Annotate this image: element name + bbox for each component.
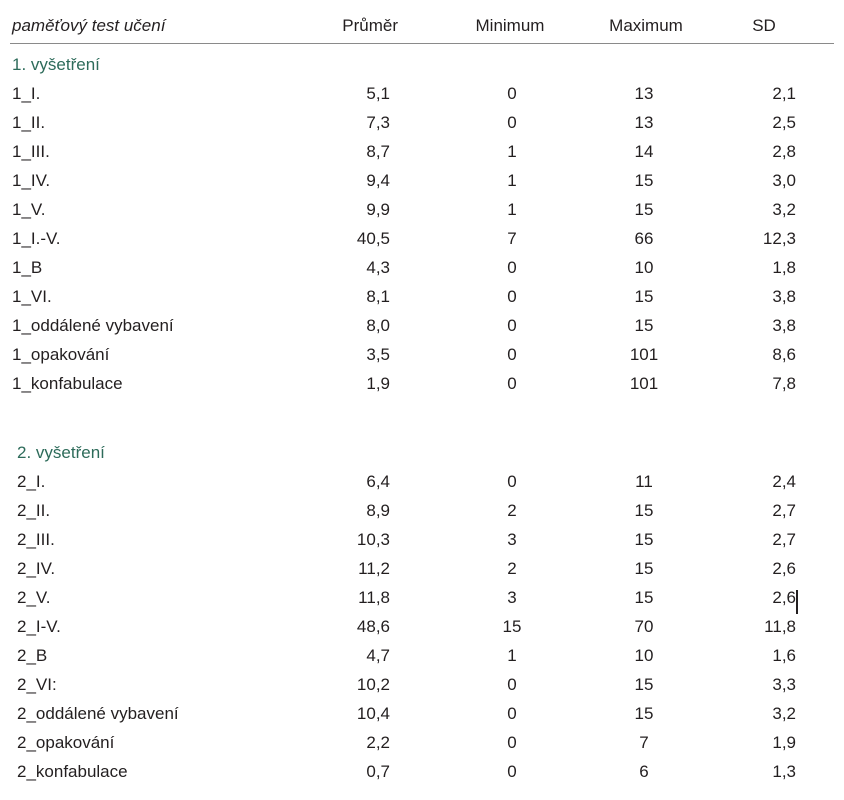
- cell-max: 15: [634, 704, 654, 723]
- cell-mean: 1,9: [366, 374, 390, 393]
- row-label: 2_I-V.: [17, 617, 61, 636]
- cell-max: 15: [634, 675, 654, 694]
- cell-sd: 2,6: [772, 559, 796, 578]
- cell-mean: 11,8: [358, 588, 390, 607]
- cell-mean: 8,0: [366, 316, 390, 335]
- cell-sd: 2,7: [772, 501, 796, 520]
- cell-mean: 48,6: [356, 617, 390, 636]
- header-min: Minimum: [475, 16, 545, 35]
- cell-min: 0: [507, 345, 517, 364]
- cell-mean: 9,4: [366, 171, 390, 190]
- cell-mean: 4,7: [366, 646, 390, 665]
- row-label: 2_I.: [17, 472, 46, 491]
- cell-sd: 1,9: [772, 733, 796, 752]
- cell-min: 0: [507, 113, 517, 132]
- cell-sd: 12,3: [762, 229, 796, 248]
- row-label: 1_IV.: [12, 171, 51, 190]
- cell-min: 0: [507, 84, 517, 103]
- row-label: 1_III.: [12, 142, 50, 161]
- cell-max: 6: [639, 762, 649, 781]
- cell-min: 1: [507, 646, 517, 665]
- row-label: 2_B: [17, 646, 48, 665]
- cell-max: 15: [634, 501, 654, 520]
- cell-max: 13: [634, 113, 654, 132]
- row-label: 1_I.: [12, 84, 41, 103]
- cell-min: 1: [507, 200, 517, 219]
- header-mean: Průměr: [342, 16, 398, 35]
- row-label: 1_V.: [12, 200, 46, 219]
- cell-max: 13: [634, 84, 654, 103]
- cell-min: 0: [507, 733, 517, 752]
- header-rule: [10, 43, 834, 44]
- cell-sd: 2,4: [772, 472, 796, 491]
- cell-max: 14: [634, 142, 654, 161]
- cell-mean: 10,3: [356, 530, 390, 549]
- cell-max: 101: [629, 374, 659, 393]
- cell-min: 3: [507, 530, 517, 549]
- cell-min: 7: [507, 229, 517, 248]
- cell-max: 66: [634, 229, 654, 248]
- cell-max: 10: [634, 646, 654, 665]
- row-label: 2_III.: [17, 530, 55, 549]
- cell-min: 0: [507, 704, 517, 723]
- cell-max: 15: [634, 530, 654, 549]
- cell-min: 0: [507, 762, 517, 781]
- cell-max: 11: [635, 472, 653, 491]
- cell-mean: 11,2: [358, 559, 390, 578]
- cell-sd: 2,8: [772, 142, 796, 161]
- cell-min: 2: [507, 501, 517, 520]
- cell-sd: 1,3: [772, 762, 796, 781]
- cell-mean: 7,3: [366, 113, 390, 132]
- cell-min: 1: [507, 171, 517, 190]
- row-label: 1_oddálené vybavení: [12, 316, 174, 335]
- row-label: 1_II.: [12, 113, 46, 132]
- cell-sd: 2,7: [772, 530, 796, 549]
- cell-mean: 6,4: [366, 472, 390, 491]
- header-max: Maximum: [609, 16, 683, 35]
- cell-sd: 3,8: [772, 316, 796, 335]
- cell-max: 15: [634, 316, 654, 335]
- cell-sd: 1,6: [772, 646, 796, 665]
- cell-mean: 10,2: [356, 675, 390, 694]
- cell-mean: 2,2: [366, 733, 390, 752]
- cell-max: 15: [634, 588, 654, 607]
- cell-sd: 7,8: [772, 374, 796, 393]
- cell-sd: 3,2: [772, 704, 796, 723]
- cell-max: 15: [634, 287, 654, 306]
- text-cursor: [796, 590, 798, 614]
- cell-mean: 40,5: [356, 229, 390, 248]
- cell-sd: 2,5: [772, 113, 796, 132]
- cell-mean: 9,9: [366, 200, 390, 219]
- cell-min: 0: [507, 287, 517, 306]
- section-label: 2. vyšetření: [17, 443, 105, 462]
- row-label: 2_opakování: [17, 733, 115, 752]
- cell-min: 0: [507, 316, 517, 335]
- cell-min: 1: [507, 142, 517, 161]
- cell-mean: 4,3: [366, 258, 390, 277]
- row-label: 1_konfabulace: [12, 374, 123, 393]
- cell-min: 15: [502, 617, 522, 636]
- cell-min: 0: [507, 258, 517, 277]
- row-label: 2_oddálené vybavení: [17, 704, 179, 723]
- cell-mean: 8,1: [366, 287, 390, 306]
- cell-sd: 3,0: [772, 171, 796, 190]
- cell-max: 15: [634, 559, 654, 578]
- section-label: 1. vyšetření: [12, 55, 100, 74]
- row-label: 1_I.-V.: [12, 229, 61, 248]
- row-label: 1_opakování: [12, 345, 110, 364]
- cell-sd: 3,8: [772, 287, 796, 306]
- cell-sd: 11,8: [764, 617, 796, 636]
- row-label: 2_konfabulace: [17, 762, 128, 781]
- row-label: 1_VI.: [12, 287, 52, 306]
- row-label: 2_V.: [17, 588, 51, 607]
- header-sd: SD: [752, 16, 776, 35]
- cell-min: 2: [507, 559, 517, 578]
- cell-sd: 2,1: [772, 84, 796, 103]
- cell-max: 101: [629, 345, 659, 364]
- cell-mean: 5,1: [366, 84, 390, 103]
- cell-mean: 10,4: [356, 704, 390, 723]
- cell-sd: 8,6: [772, 345, 796, 364]
- cell-max: 10: [634, 258, 654, 277]
- cell-min: 0: [507, 374, 517, 393]
- cell-min: 3: [507, 588, 517, 607]
- cell-sd: 3,2: [772, 200, 796, 219]
- row-label: 2_VI:: [17, 675, 57, 694]
- row-label: 2_IV.: [17, 559, 56, 578]
- cell-max: 15: [634, 200, 654, 219]
- cell-max: 15: [634, 171, 654, 190]
- cell-min: 0: [507, 472, 517, 491]
- row-label: 2_II.: [17, 501, 51, 520]
- cell-max: 7: [639, 733, 649, 752]
- cell-sd: 1,8: [772, 258, 796, 277]
- cell-mean: 3,5: [366, 345, 390, 364]
- cell-mean: 8,9: [366, 501, 390, 520]
- row-label: 1_B: [12, 258, 43, 277]
- cell-mean: 8,7: [366, 142, 390, 161]
- table-title: paměťový test učení: [12, 16, 166, 35]
- cell-mean: 0,7: [366, 762, 390, 781]
- cell-min: 0: [507, 675, 517, 694]
- cell-sd: 3,3: [772, 675, 796, 694]
- cell-sd: 2,6: [772, 588, 796, 607]
- cell-max: 70: [634, 617, 654, 636]
